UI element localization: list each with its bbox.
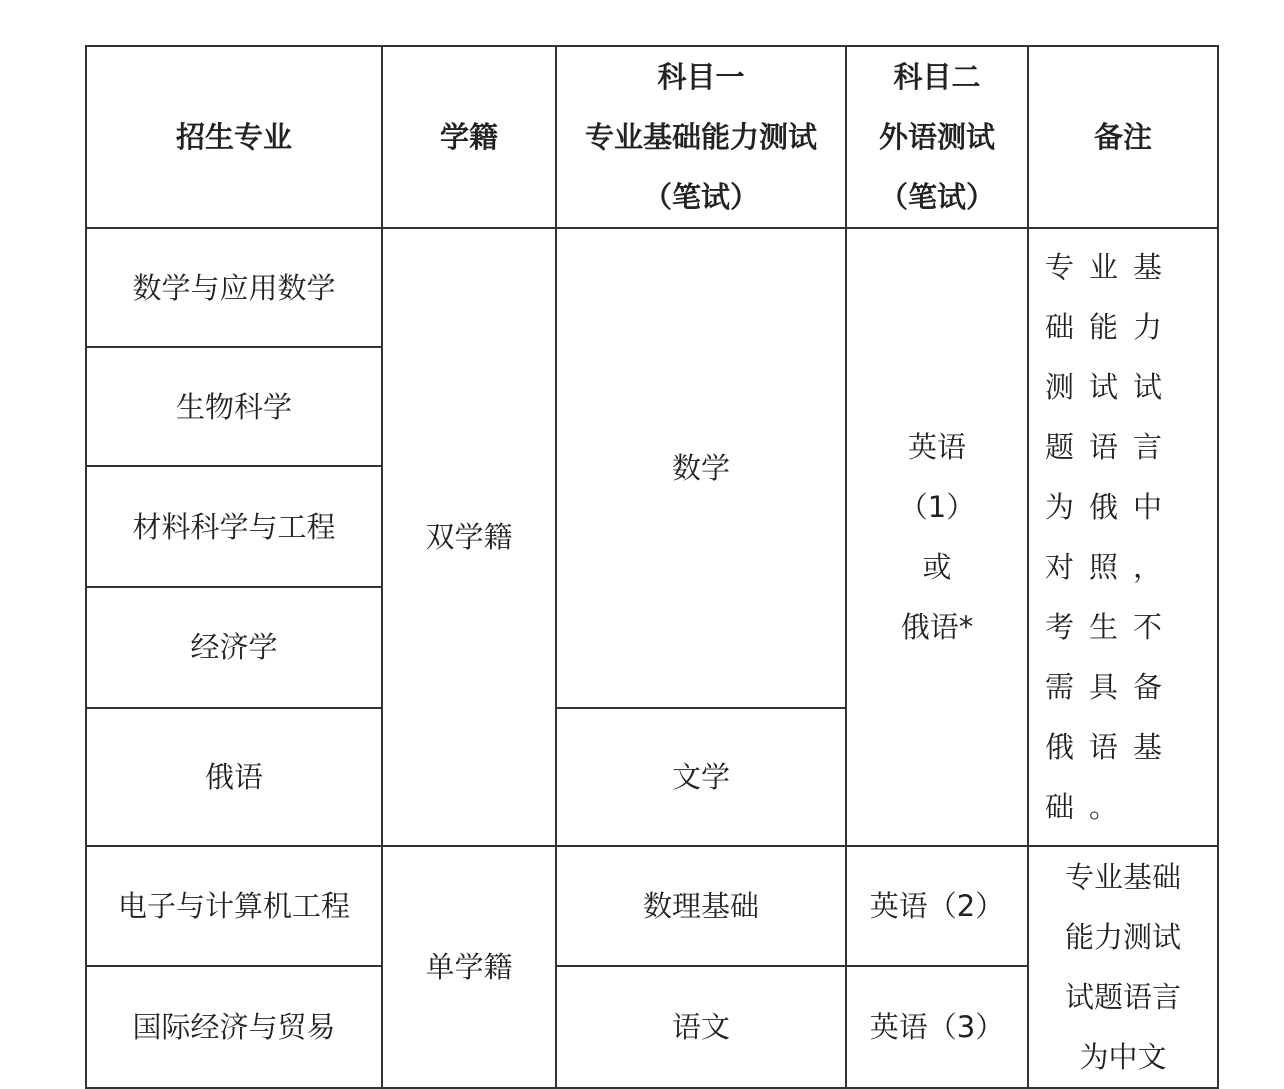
table-row [86, 846, 1218, 966]
subject2-line: 英语 [907, 430, 966, 464]
subject2-cell: 英语（2） [846, 846, 1028, 966]
header-subject2-name: 外语测试 [878, 120, 995, 154]
header-subject2-title: 科目二 [893, 60, 981, 94]
header-subject1-name: 专业基础能力测试 [584, 120, 817, 154]
header-row [86, 46, 1218, 228]
table-row [86, 228, 1218, 347]
header-subject2-mode: （笔试） [878, 180, 995, 214]
status-cell: 双学籍 [382, 228, 556, 846]
header-subject1-title: 科目一 [657, 60, 745, 94]
header-status: 学籍 [382, 46, 556, 228]
subject2-cell [846, 228, 1028, 846]
subject1-cell: 语文 [556, 966, 846, 1088]
major-cell: 电子与计算机工程 [86, 846, 382, 966]
major-cell: 材料科学与工程 [86, 466, 382, 587]
subject2-line: 俄语* [900, 610, 974, 644]
header-subject1-mode: （笔试） [642, 180, 759, 214]
subject1-cell: 数学 [556, 228, 846, 708]
major-cell: 经济学 [86, 587, 382, 708]
status-cell: 单学籍 [382, 846, 556, 1088]
header-remarks: 备注 [1028, 46, 1218, 228]
remark-cell: 专业基础能力测试试题语言为俄中对照，考生不需具备俄语基础。 [1028, 228, 1218, 846]
subject2-line: 或 [922, 550, 952, 584]
header-subject1 [556, 46, 846, 228]
subject2-cell: 英语（3） [846, 966, 1028, 1088]
header-subject2 [846, 46, 1028, 228]
subject1-cell: 文学 [556, 708, 846, 847]
admission-exam-table [85, 45, 1219, 1089]
header-major: 招生专业 [86, 46, 382, 228]
major-cell: 数学与应用数学 [86, 228, 382, 347]
major-cell: 国际经济与贸易 [86, 966, 382, 1088]
major-cell: 俄语 [86, 708, 382, 847]
subject2-line: （1） [898, 490, 976, 524]
major-cell: 生物科学 [86, 347, 382, 466]
remark-cell: 专业基础能力测试试题语言为中文 [1028, 846, 1218, 1088]
subject1-cell: 数理基础 [556, 846, 846, 966]
